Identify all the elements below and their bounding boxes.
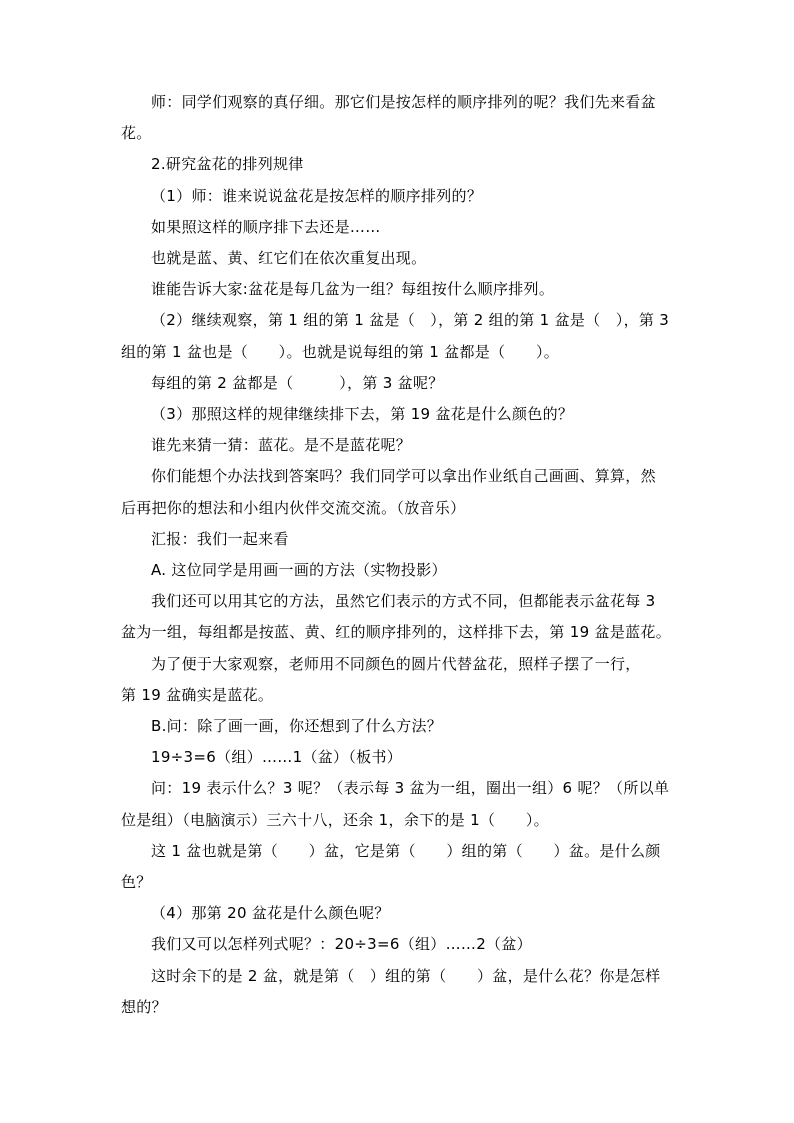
paragraph — [121, 836, 681, 898]
text-line: 2.研究盆花的排列规律 — [151, 155, 304, 174]
document-body — [121, 87, 681, 1023]
text-line: 谁能告诉大家:盆花是每几盆为一组？每组按什么顺序排列。 — [151, 280, 555, 299]
text-line: 19÷3=6（组）……1（盆）（板书） — [151, 748, 403, 767]
paragraph-question-2 — [121, 305, 681, 367]
text-line: 这 1 盆也就是第（ ）盆，它是第（ ）组的第（ ）盆。是什么颜 — [151, 841, 661, 860]
paragraph — [121, 212, 681, 243]
text-line: 也就是蓝、黄、红它们在依次重复出现。 — [151, 249, 427, 268]
paragraph-method-b — [121, 711, 681, 742]
paragraph-question-3 — [121, 399, 681, 430]
paragraph — [121, 243, 681, 274]
section-heading — [121, 149, 681, 180]
paragraph-method-a — [121, 555, 681, 586]
paragraph — [121, 649, 681, 711]
text-line: 汇报：我们一起来看 — [151, 529, 289, 548]
text-line: 你们能想个办法找到答案吗？我们同学可以拿出作业纸自己画画、算算，然 — [151, 467, 656, 486]
paragraph — [121, 773, 681, 835]
text-line: 师：同学们观察的真仔细。那它们是按怎样的顺序排列的呢？我们先来看盆 — [151, 93, 656, 111]
text-line: （3）那照这样的规律继续排下去，第 19 盆花是什么颜色的？ — [151, 405, 574, 424]
text-line: 这时余下的是 2 盆，就是第（ ）组的第（ ）盆，是什么花？你是怎样 — [151, 966, 661, 985]
paragraph-teacher-observation — [121, 87, 681, 149]
equation-20 — [121, 929, 681, 960]
text-line: （2）继续观察，第 1 组的第 1 盆是（ ），第 2 组的第 1 盆是（ ），第 3 — [151, 311, 670, 330]
paragraph-question-4 — [121, 898, 681, 929]
paragraph — [121, 368, 681, 399]
text-line: 色？ — [121, 873, 152, 892]
paragraph — [121, 586, 681, 648]
equation-19 — [121, 742, 681, 773]
text-line: 组的第 1 盆也是（ ）。也就是说每组的第 1 盆都是（ ）。 — [121, 342, 560, 361]
paragraph-question-1 — [121, 181, 681, 212]
text-line: 第 19 盆确实是蓝花。 — [121, 685, 274, 704]
paragraph — [121, 524, 681, 555]
text-line: 每组的第 2 盆都是（ ），第 3 盆呢？ — [151, 373, 444, 392]
paragraph — [121, 961, 681, 1023]
text-line: 想的？ — [121, 997, 167, 1016]
text-line: 后再把你的想法和小组内伙伴交流交流。（放音乐） — [121, 498, 466, 517]
text-line: （4）那第 20 盆花是什么颜色呢？ — [151, 904, 390, 923]
text-line: 我们又可以怎样列式呢？：20÷3=6（组）……2（盆） — [151, 935, 532, 954]
paragraph — [121, 461, 681, 523]
text-line: 花。 — [121, 124, 152, 143]
text-line: B.问：除了画一画，你还想到了什么方法？ — [151, 717, 443, 736]
text-line: 谁先来猜一猜：蓝花。是不是蓝花呢？ — [151, 436, 412, 455]
text-line: 我们还可以用其它的方法，虽然它们表示的方式不同，但都能表示盆花每 3 — [151, 592, 656, 611]
text-line: 如果照这样的顺序排下去还是…… — [151, 217, 381, 236]
text-line: 位是组）（电脑演示）三六十八，还余 1，余下的是 1（ ）。 — [121, 810, 549, 829]
paragraph — [121, 274, 681, 305]
paragraph — [121, 430, 681, 461]
text-line: （1）师：谁来说说盆花是按怎样的顺序排列的？ — [151, 186, 483, 205]
text-line: A. 这位同学是用画一画的方法（实物投影） — [151, 561, 447, 580]
text-line: 问：19 表示什么？3 呢？（表示每 3 盆为一组，圈出一组）6 呢？（所以单 — [151, 779, 670, 798]
text-line: 为了便于大家观察，老师用不同颜色的圆片代替盆花，照样子摆了一行， — [151, 654, 641, 673]
text-line: 盆为一组，每组都是按蓝、黄、红的顺序排列的，这样排下去，第 19 盆是蓝花。 — [121, 623, 672, 642]
